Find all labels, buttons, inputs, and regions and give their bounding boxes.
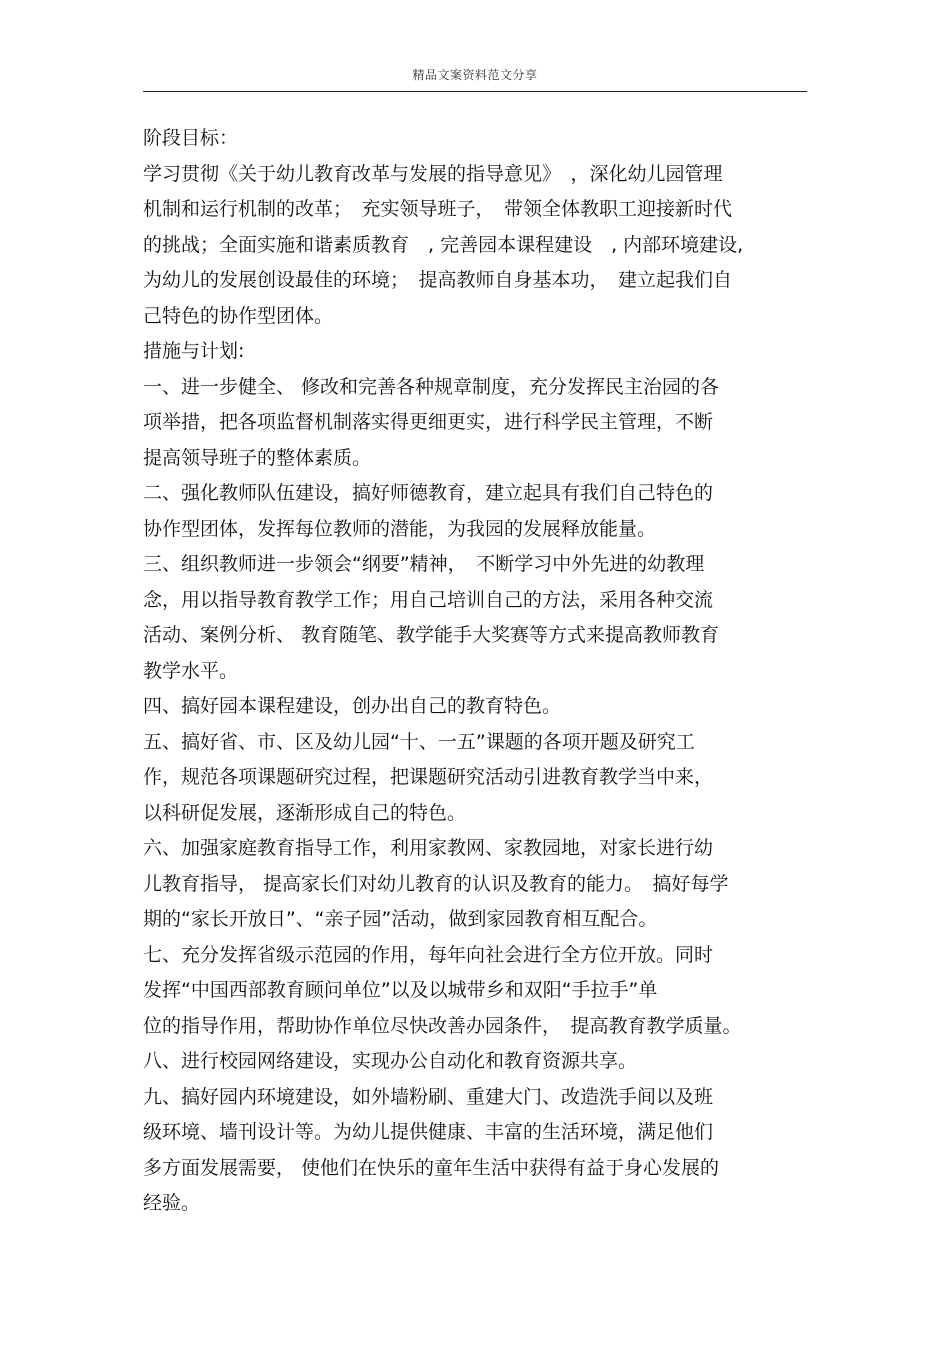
text-line: 作，规范各项课题研究过程，把课题研究活动引进教育教学当中来， — [143, 766, 714, 788]
text-line: 以科研促发展，逐渐形成自己的特色。 — [143, 801, 467, 824]
text-line: 期的“家长开放日”、“亲子园”活动，做到家园教育相互配合。 — [143, 908, 658, 930]
text-line: 机制和运行机制的改革； 充实领导班子， 带领全体教职工迎接新时代 — [143, 198, 733, 220]
text-line: 四、搞好园本课程建设，创办出自己的教育特色。 — [143, 695, 562, 717]
text-line: 的挑战；全面实施和谐素质教育 , 完善园本课程建设 , 内部环境建设, — [143, 233, 744, 256]
text-line: 一、进一步健全、 修改和完善各种规章制度，充分发挥民主治园的各 — [143, 375, 720, 398]
text-line: 提高领导班子的整体素质。 — [143, 446, 372, 469]
text-line: 念，用以指导教育教学工作；用自己培训自己的方法，采用各种交流 — [143, 588, 714, 611]
text-line: 协作型团体，发挥每位教师的潜能，为我园的发展释放能量。 — [143, 517, 657, 540]
text-line: 儿教育指导， 提高家长们对幼儿教育的认识及教育的能力。 搞好每学 — [143, 872, 729, 895]
page-header-title: 精品文案资料范文分享 — [412, 68, 538, 82]
text-line: 五、搞好省、市、区及幼儿园“十、一五”课题的各项开题及研究工 — [143, 730, 695, 753]
text-line: 二、强化教师队伍建设，搞好师德教育，建立起具有我们自己特色的 — [143, 482, 714, 504]
text-line: 级环境、墙刊设计等。为幼儿提供健康、丰富的生活环境，满足他们 — [143, 1121, 714, 1143]
text-line: 九、搞好园内环境建设，如外墙粉刷、重建大门、改造洗手间以及班 — [143, 1085, 714, 1108]
text-line: 多方面发展需要， 使他们在快乐的童年生活中获得有益于身心发展的 — [143, 1156, 720, 1179]
text-line: 八、进行校园网络建设，实现办公自动化和教育资源共享。 — [143, 1050, 638, 1072]
text-line: 经验。 — [143, 1192, 201, 1214]
text-line: 位的指导作用，帮助协作单位尽快改善办园条件， 提高教育教学质量。 — [143, 1014, 742, 1037]
text-line: 措施与计划: — [143, 340, 245, 362]
text-line: 阶段目标： — [143, 127, 239, 149]
text-line: 己特色的协作型团体。 — [143, 304, 334, 327]
text-line: 学习贯彻《关于幼儿教育改革与发展的指导意见》 ，深化幼儿园管理 — [143, 162, 723, 185]
text-line: 三、组织教师进一步领会“纲要”精神， 不断学习中外先进的幼教理 — [143, 553, 705, 575]
header-divider — [143, 91, 807, 92]
text-line: 六、加强家庭教育指导工作，利用家教网、家教园地，对家长进行幼 — [143, 837, 714, 859]
text-line: 活动、案例分析、 教育随笔、教学能手大奖赛等方式来提高教师教育 — [143, 624, 720, 646]
text-line: 七、充分发挥省级示范园的作用，每年向社会进行全方位开放。同时 — [143, 943, 714, 966]
text-line: 教学水平。 — [143, 659, 239, 682]
text-line: 项举措，把各项监督机制落实得更细更实，进行科学民主管理，不断 — [143, 411, 714, 433]
text-line: 为幼儿的发展创设最佳的环境； 提高教师自身基本功， 建立起我们自 — [143, 269, 733, 291]
text-line: 发挥“中国西部教育顾问单位”以及以城带乡和双阳“手拉手”单 — [143, 979, 658, 1001]
document-body — [143, 121, 811, 1222]
